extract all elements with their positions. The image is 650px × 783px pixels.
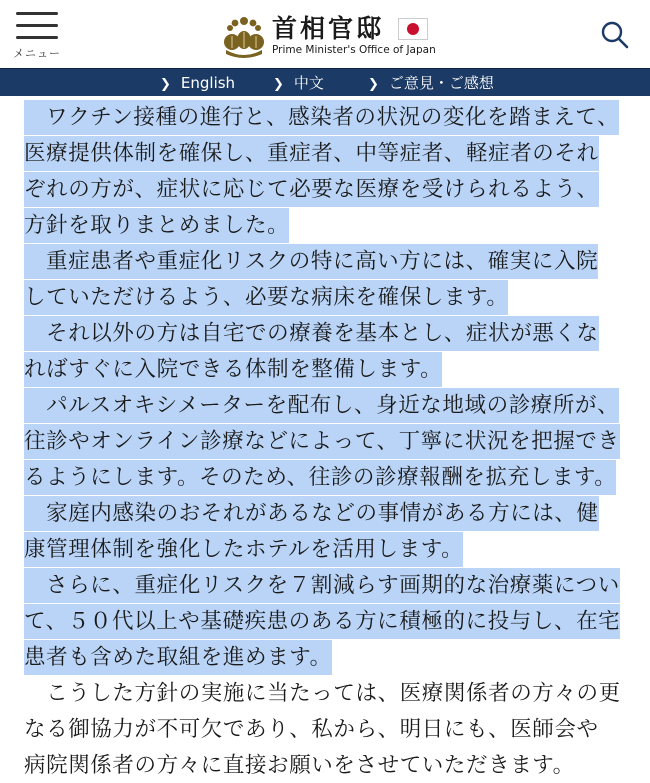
nav-item-english[interactable] [160, 73, 235, 93]
article-body [0, 96, 650, 778]
chevron-right-icon: ❯ [368, 77, 379, 92]
text-line-selected: ぞれの方が、症状に応じて必要な医療を受けられるよう、 [24, 172, 599, 207]
text-line-selected: 重症患者や重症化リスクの特に高い方には、確実に入院 [24, 244, 598, 279]
text-line-selected: パルスオキシメーターを配布し、身近な地域の診療所が、 [24, 388, 619, 423]
menu-button[interactable] [10, 10, 64, 62]
text-line-selected: 患者も含めた取組を進めます。 [24, 640, 332, 675]
text-line-selected: 医療提供体制を確保し、重症者、中等症者、軽症者のそれ [24, 136, 599, 171]
text-line-selected: ワクチン接種の進行と、感染者の状況の変化を踏まえて、 [24, 100, 619, 135]
text-line: 病院関係者の方々に直接お願いをさせていただきます。 [24, 753, 575, 778]
text-line-selected: て、５０代以上や基礎疾患のある方に積極的に投与し、在宅 [24, 604, 620, 639]
nav-item-feedback[interactable] [368, 73, 494, 93]
nav-item-label: English [180, 74, 236, 92]
text-line-selected: るようにします。そのため、往診の診療報酬を拡充します。 [24, 460, 616, 495]
nav-item-chinese[interactable] [273, 73, 324, 93]
text-line-selected: していただけるよう、必要な病床を確保します。 [24, 280, 508, 315]
text-line-selected: ればすぐに入院できる体制を整備します。 [24, 352, 442, 387]
nav-item-label: ご意見・ご感想 [388, 74, 494, 92]
paulownia-emblem-icon [222, 14, 266, 58]
text-line-selected: 方針を取りまとめました。 [24, 208, 289, 243]
chevron-right-icon: ❯ [273, 77, 284, 92]
text-line-selected: 家庭内感染のおそれがあるなどの事情がある方には、健 [24, 496, 599, 531]
logo-title: 首相官邸 [272, 14, 385, 43]
text-line: なる御協力が不可欠であり、私から、明日にも、医師会や [24, 717, 599, 742]
search-icon [600, 20, 630, 50]
japan-flag-icon [398, 18, 428, 40]
logo-subtitle: Prime Minister's Office of Japan [272, 44, 436, 56]
text-line-selected: さらに、重症化リスクを７割減らす画期的な治療薬につい [24, 568, 620, 603]
text-line-selected: 康管理体制を強化したホテルを活用します。 [24, 532, 463, 567]
nav-item-label: 中文 [293, 74, 324, 92]
language-nav [0, 68, 650, 96]
text-line: こうした方針の実施に当たっては、医療関係者の方々の更 [24, 681, 621, 706]
hamburger-icon [16, 12, 58, 42]
site-header [0, 0, 650, 68]
search-button[interactable] [600, 20, 630, 50]
text-line-selected: それ以外の方は自宅での療養を基本とし、症状が悪くな [24, 316, 599, 351]
menu-label: メニュー [13, 47, 61, 60]
chevron-right-icon: ❯ [160, 77, 171, 92]
text-line-selected: 往診やオンライン診療などによって、丁寧に状況を把握でき [24, 424, 620, 459]
site-logo[interactable] [222, 14, 434, 60]
